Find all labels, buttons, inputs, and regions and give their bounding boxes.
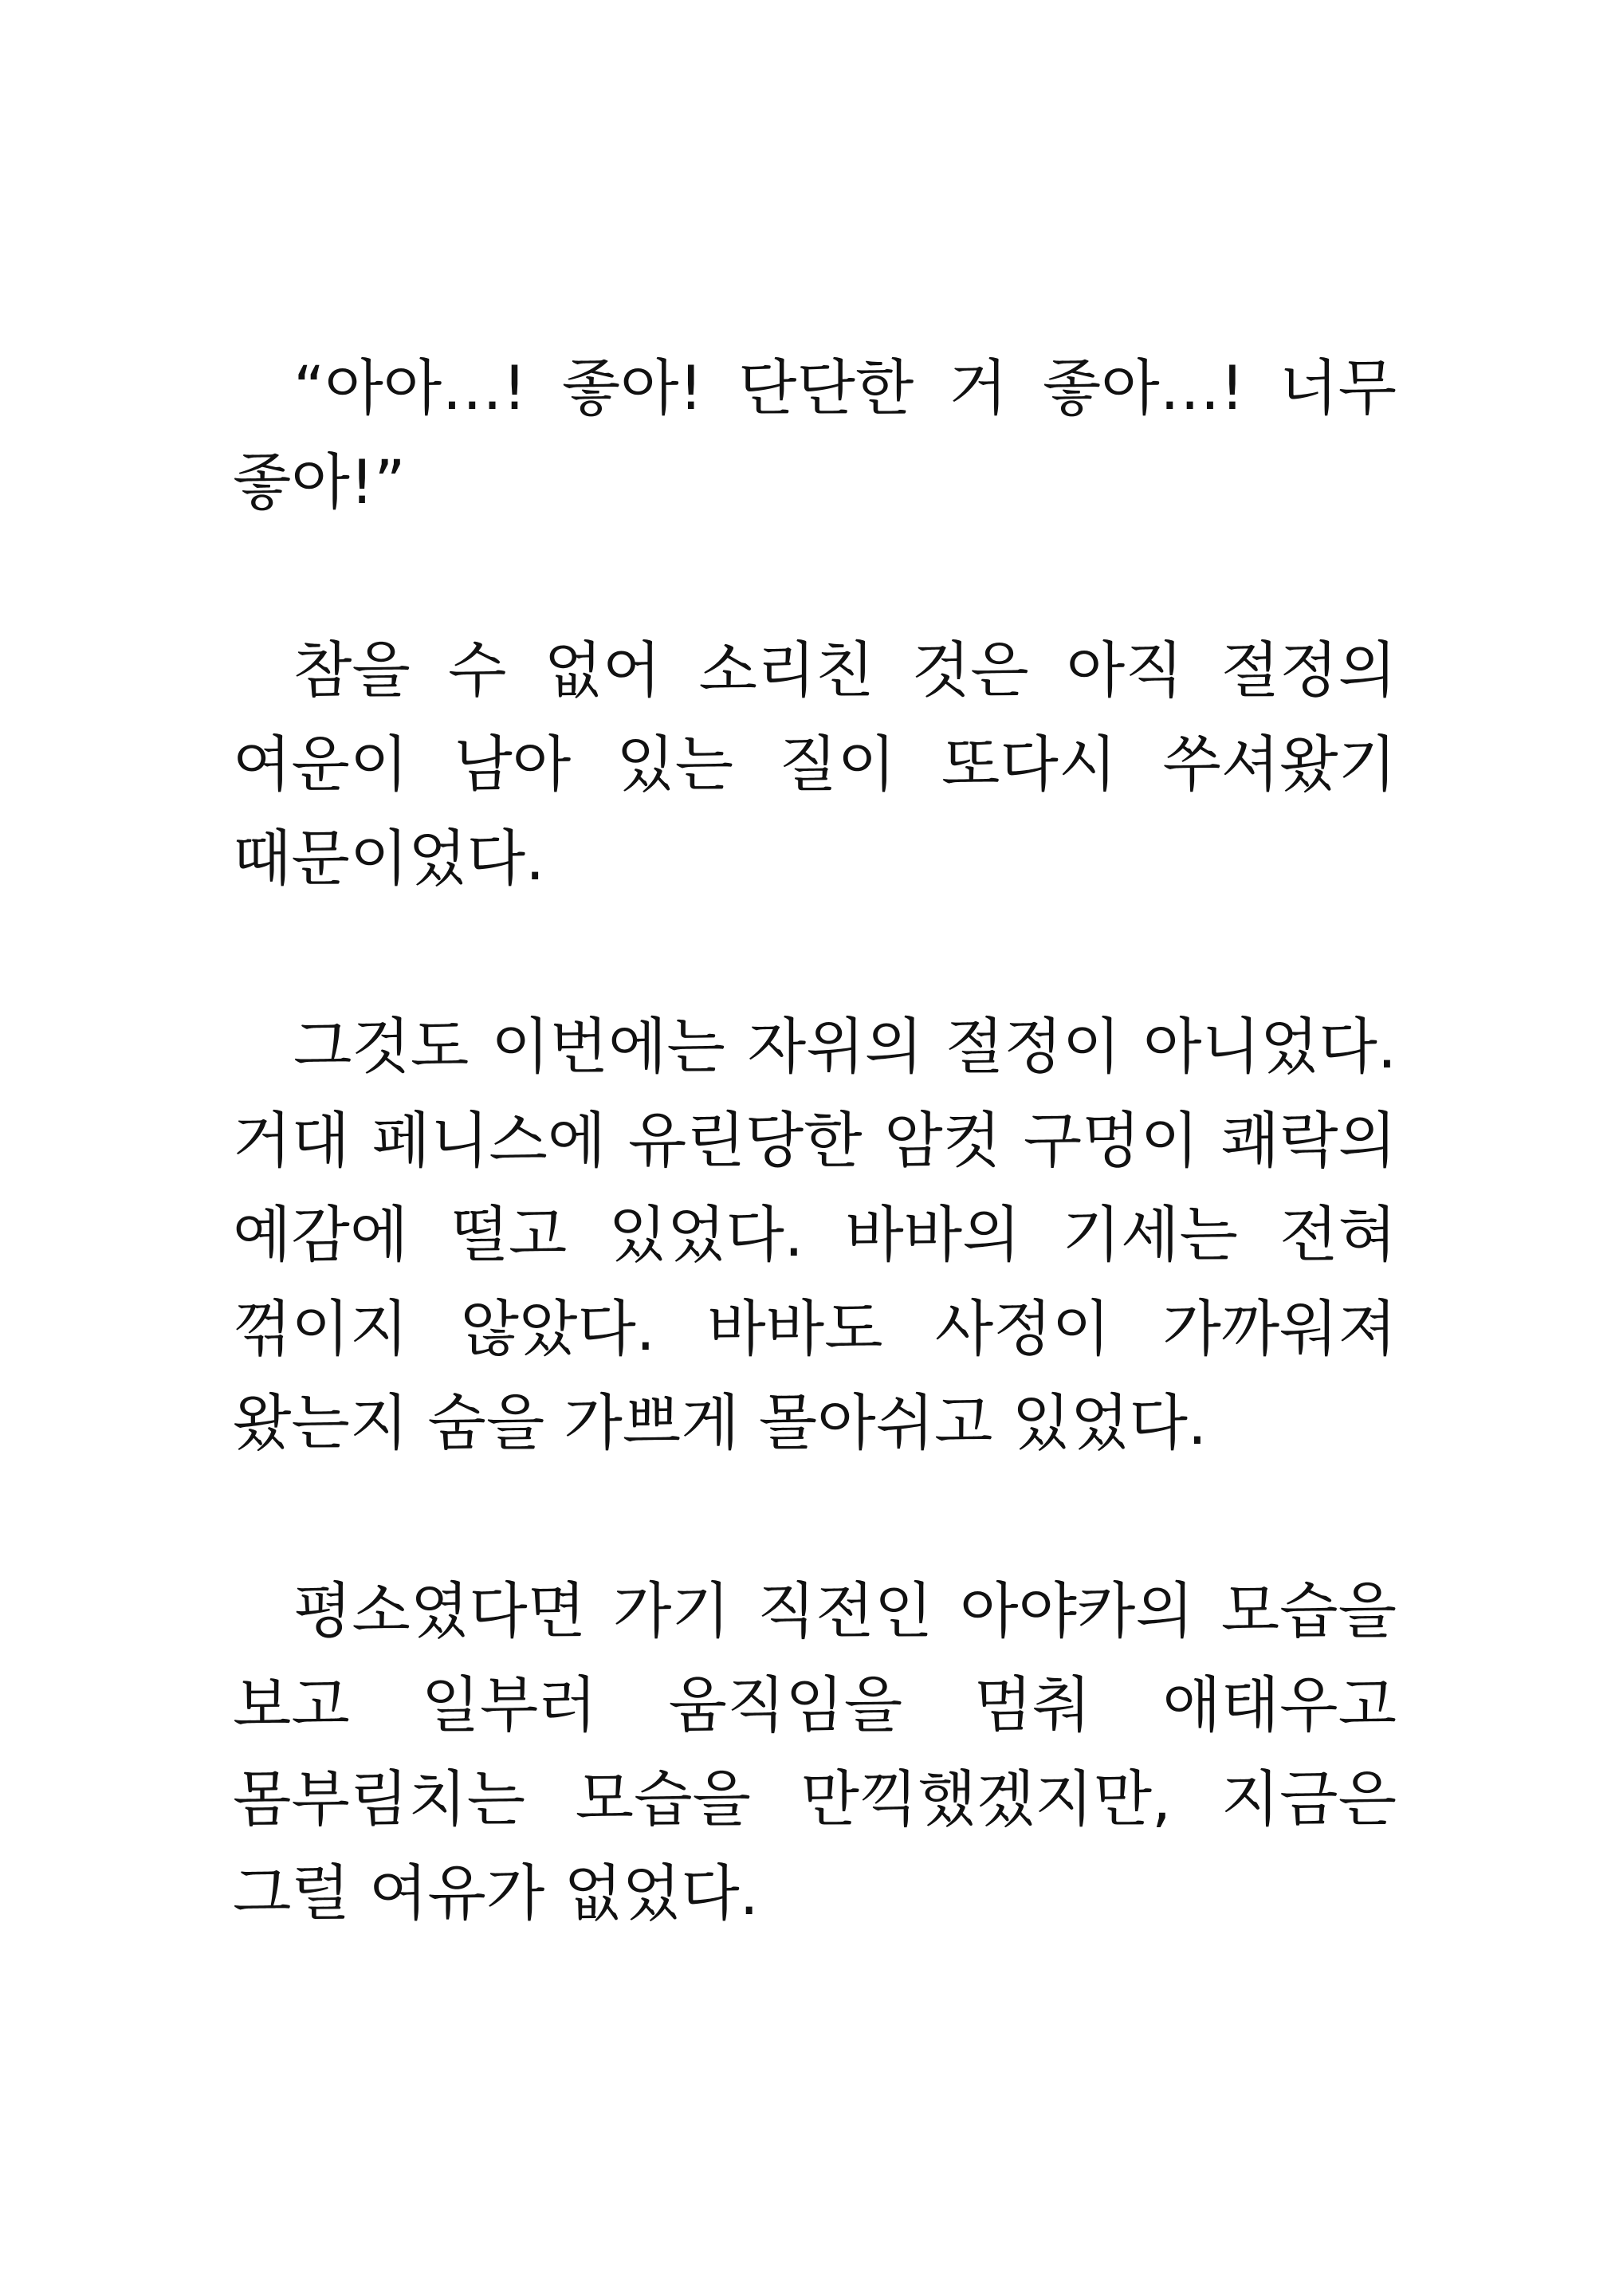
paragraph-2: 참을 수 없어 소리친 것은 아직 절정의 여운이 남아 있는 질이 또다시 쑤셔왔기 때문이었다. [233, 635, 1397, 894]
paragraph-3: 그것도 이번에는 자위의 절정이 아니었다. 거대 페니스에 유린당한 암컷 구멍이 쾌락의 예감에 떨고 있었다. 바바의 기세는 전혀 꺾이지 않았다. 바바도 사정이 가까워져 왔는지 숨을 가쁘게 몰아쉬고 있었다. [233, 1011, 1397, 1458]
paragraph-1: “아아…! 좋아! 단단한 거 좋아…! 너무 좋아!” [233, 352, 1397, 517]
paragraph-4: 평소였다면 가기 직전인 아야카의 모습을 보고 일부러 움직임을 멈춰 애태우고 몸부림치는 모습을 만끽했겠지만, 지금은 그럴 여유가 없었다. [233, 1575, 1397, 1928]
body-text [233, 341, 1397, 1940]
